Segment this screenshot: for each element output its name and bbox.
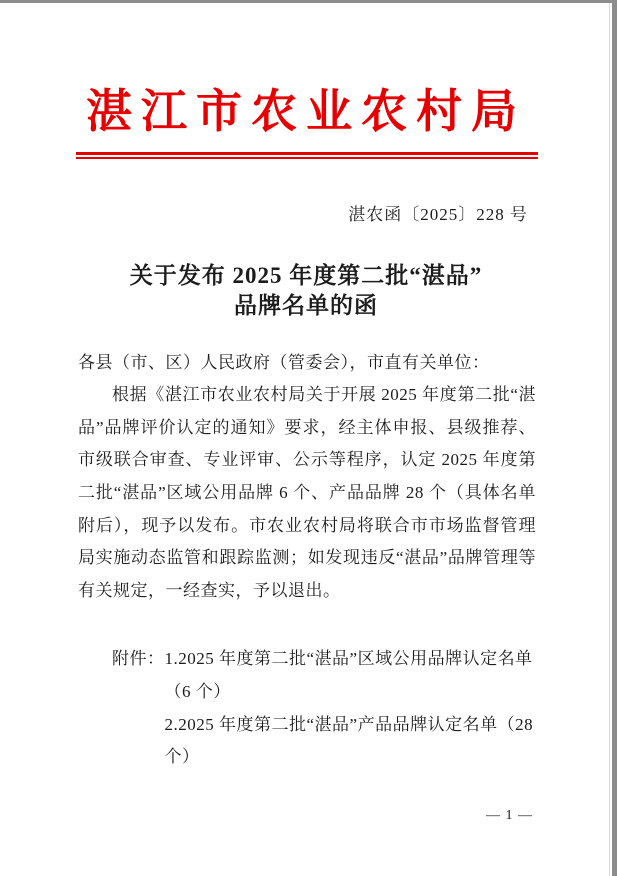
attachment-item-1: [165, 643, 537, 708]
letter-body: [78, 347, 536, 608]
letterhead-title: 湛江市农业农村局: [86, 86, 526, 137]
doc-number: 湛农函〔2025〕228 号: [348, 204, 528, 224]
salutation: 各县（市、区）人民政府（管委会），市直有关单位：: [78, 352, 490, 372]
attachment-section: [78, 643, 536, 773]
attachment-item-1-subline: （6 个）: [164, 681, 231, 701]
attachment-item-2: [165, 709, 537, 774]
body-paragraph: 根据《湛江市农业农村局关于开展 2025 年度第二批“湛品”品牌评价认定的通知》要求，经主体申报、县级推荐、市级联合审查、专业评审、公示等程序，认定 2025 年度第二批“湛品”区域公用品牌 6 个、产品品牌 28 个（具体名单附后），现予以发布。市农业农村局将联合市市场监督管理局实施动态监管和跟踪监测；如发现违反“湛品”品牌管理等有关规定，一经查实，予以退出。: [78, 385, 536, 600]
letterhead-rule: [76, 152, 538, 159]
title-line-2: 品牌名单的函: [234, 292, 378, 318]
document-title: [0, 261, 612, 321]
page-number: — 1 —: [486, 808, 533, 823]
title-line-1: 关于发布 2025 年度第二批“湛品”: [129, 262, 483, 288]
attachment-list: [165, 643, 537, 773]
attachment-item-1-line: 1.2025 年度第二批“湛品”区域公用品牌认定名单: [164, 649, 533, 669]
attachment-label: 附件：: [112, 649, 165, 669]
attachment-item-2-line: 2.2025 年度第二批“湛品”产品品牌认定名单（28 个）: [164, 714, 534, 767]
